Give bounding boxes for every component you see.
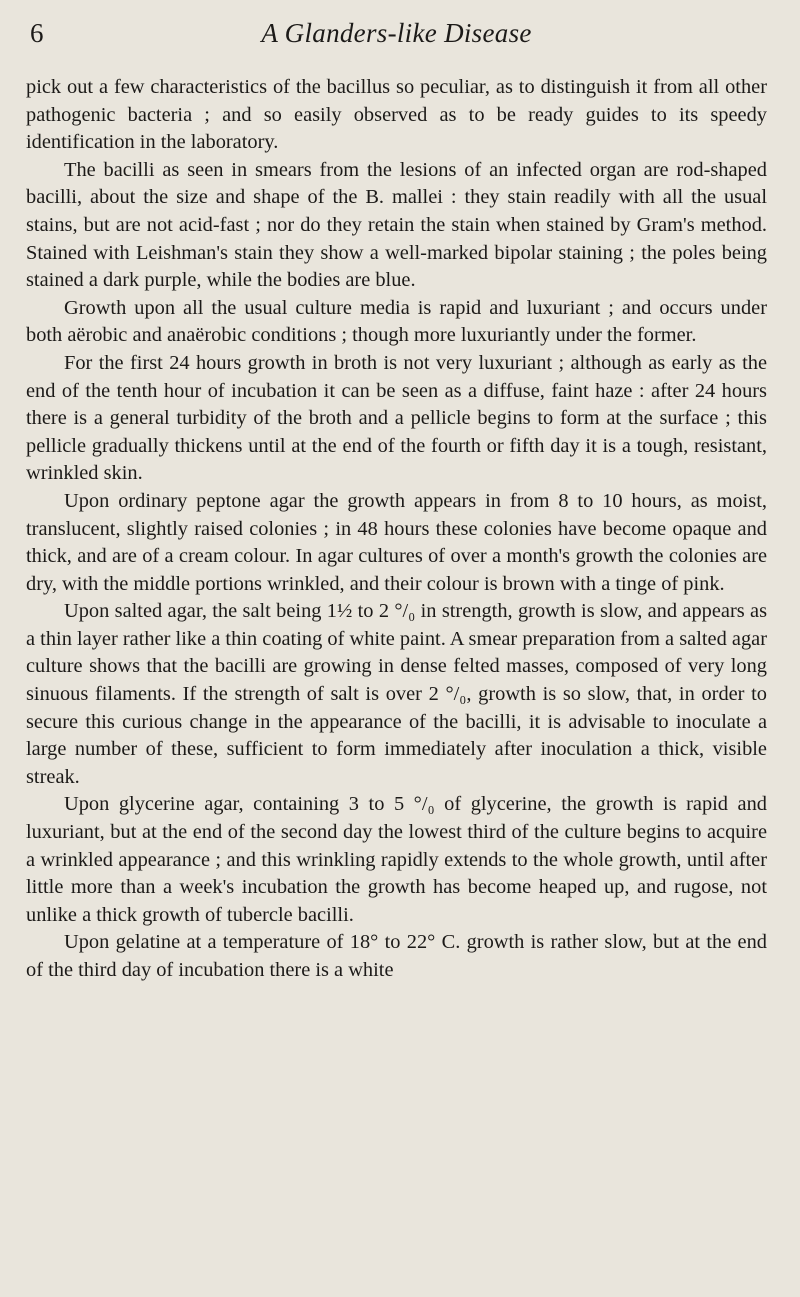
page-header	[26, 14, 767, 58]
paragraph-peptone-agar: Upon ordinary peptone agar the growth appears in from 8 to 10 hours, as moist, translucent, slightly raised colonies ; in 48 hours these colonies have become opaque and thick, and are of a cream colour. In agar cultures of over a month's growth the colonies are dry, with the middle portions wrinkled, and their colour is brown with a tinge of pink.	[26, 489, 767, 595]
paragraph-continuation: pick out a few characteristics of the bacillus so peculiar, as to distinguish it from all other pathogenic bacteria ; and so easily observed as to be ready guides to its speedy identification in the laboratory.	[26, 76, 767, 154]
page-number: 6	[30, 18, 44, 48]
paragraph-gelatine: Upon gelatine at a temperature of 18° to 22° C. growth is rather slow, but at the end of the third day of incubation there is a white	[26, 931, 767, 981]
paragraph-broth: For the first 24 hours growth in broth is not very luxuriant ; although as early as the end of the tenth hour of incubation it can be seen as a diffuse, faint haze : after 24 hours there is a general turbidity of the broth and a pellicle begins to form at the surface ; this pellicle gradually thickens until at the end of the fourth or fifth day it is a tough, resistant, wrinkled skin.	[26, 351, 767, 485]
paragraph-glycerine-agar: Upon glycerine agar, containing 3 to 5 °/₀ of glycerine, the growth is rapid and luxuriant, but at the end of the second day the lowest third of the culture begins to acquire a wrinkled appearance ; and this wrinkling rapidly extends to the whole growth, until after little more than a week's incubation the growth has become heaped up, and rugose, not unlike a thick growth of tubercle bacilli.	[26, 793, 767, 926]
running-title: A Glanders-like Disease	[261, 18, 532, 48]
body-text	[26, 74, 767, 985]
paragraph-growth-media: Growth upon all the usual culture media is rapid and luxuriant ; and occurs under both aërobic and anaërobic conditions ; though more luxuriantly under the former.	[26, 296, 767, 347]
paragraph-bacilli-smears: The bacilli as seen in smears from the lesions of an infected organ are rod-shaped bacilli, about the size and shape of the B. mallei : they stain readily with all the usual stains, but are not acid-fast ; nor do they retain the stain when stained by Gram's method. Stained with Leishman's stain they show a well-marked bipolar staining ; the poles being stained a dark purple, while the bodies are blue.	[26, 158, 767, 292]
paragraph-salted-agar: Upon salted agar, the salt being 1½ to 2 °/₀ in strength, growth is slow, and appears as a thin layer rather like a thin coating of white paint. A smear preparation from a salted agar culture shows that the bacilli are growing in dense felted masses, composed of very long sinuous filaments. If the strength of salt is over 2 °/₀, growth is so slow, that, in order to secure this curious change in the appearance of the bacilli, it is advisable to inoculate a large number of these, sufficient to form immediately after inoculation a thick, visible streak.	[26, 600, 767, 788]
